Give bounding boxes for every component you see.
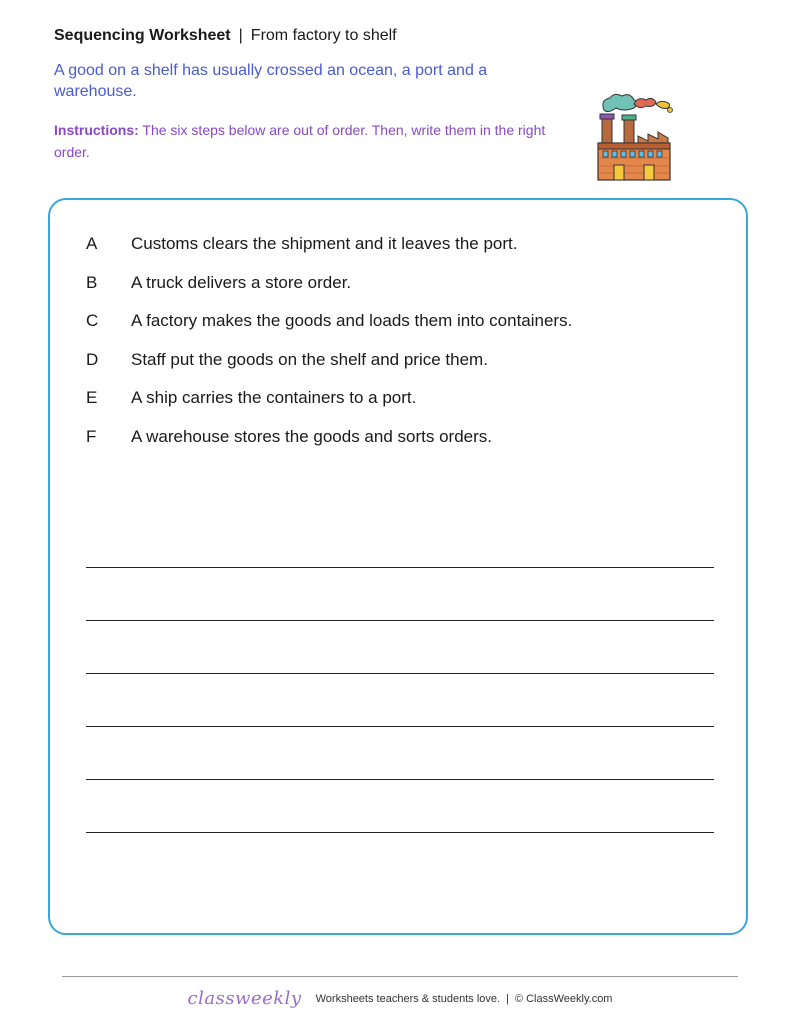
brand-logo: classweekly bbox=[187, 988, 302, 1009]
worksheet-subtitle: From factory to shelf bbox=[250, 27, 397, 44]
step-item bbox=[86, 346, 726, 385]
step-item bbox=[86, 307, 726, 346]
intro-text: A good on a shelf has usually crossed an ocean, a port and a warehouse. bbox=[54, 62, 488, 100]
answer-line[interactable] bbox=[86, 832, 714, 833]
step-text: A warehouse stores the goods and sorts orders. bbox=[131, 426, 492, 446]
answer-lines bbox=[86, 567, 714, 885]
steps-list bbox=[86, 230, 726, 461]
answer-line[interactable] bbox=[86, 567, 714, 568]
worksheet-title: Sequencing Worksheet bbox=[54, 27, 231, 44]
step-text: Staff put the goods on the shelf and price them. bbox=[131, 349, 488, 369]
step-letter: C bbox=[86, 311, 99, 330]
step-text: Customs clears the shipment and it leaves the port. bbox=[131, 234, 518, 253]
answer-line[interactable] bbox=[86, 673, 714, 674]
footer bbox=[0, 988, 800, 1009]
step-item bbox=[86, 269, 726, 308]
answer-line[interactable] bbox=[86, 726, 714, 727]
factory-icon bbox=[594, 92, 674, 182]
step-letter: E bbox=[86, 388, 98, 407]
step-text: A truck delivers a store order. bbox=[131, 272, 352, 292]
answer-line[interactable] bbox=[86, 779, 714, 780]
worksheet-header bbox=[54, 27, 397, 45]
header-separator: | bbox=[238, 27, 243, 44]
footer-tagline: Worksheets teachers & students love. bbox=[315, 992, 501, 1005]
footer-separator: | bbox=[506, 992, 509, 1005]
step-letter: A bbox=[86, 234, 98, 253]
step-item bbox=[86, 384, 726, 423]
step-text: A ship carries the containers to a port. bbox=[131, 388, 417, 407]
instructions bbox=[54, 119, 584, 163]
answer-line[interactable] bbox=[86, 620, 714, 621]
instructions-text: The six steps below are out of order. Then, write them in the right order. bbox=[54, 122, 546, 160]
step-letter: D bbox=[86, 349, 99, 369]
step-item bbox=[86, 230, 726, 269]
step-letter: B bbox=[86, 272, 98, 292]
instructions-label: Instructions: bbox=[54, 122, 139, 138]
footer-divider bbox=[62, 976, 738, 977]
step-item bbox=[86, 423, 726, 462]
step-text: A factory makes the goods and loads them into containers. bbox=[131, 311, 573, 330]
step-letter: F bbox=[86, 426, 97, 446]
footer-copyright: © ClassWeekly.com bbox=[514, 992, 613, 1005]
